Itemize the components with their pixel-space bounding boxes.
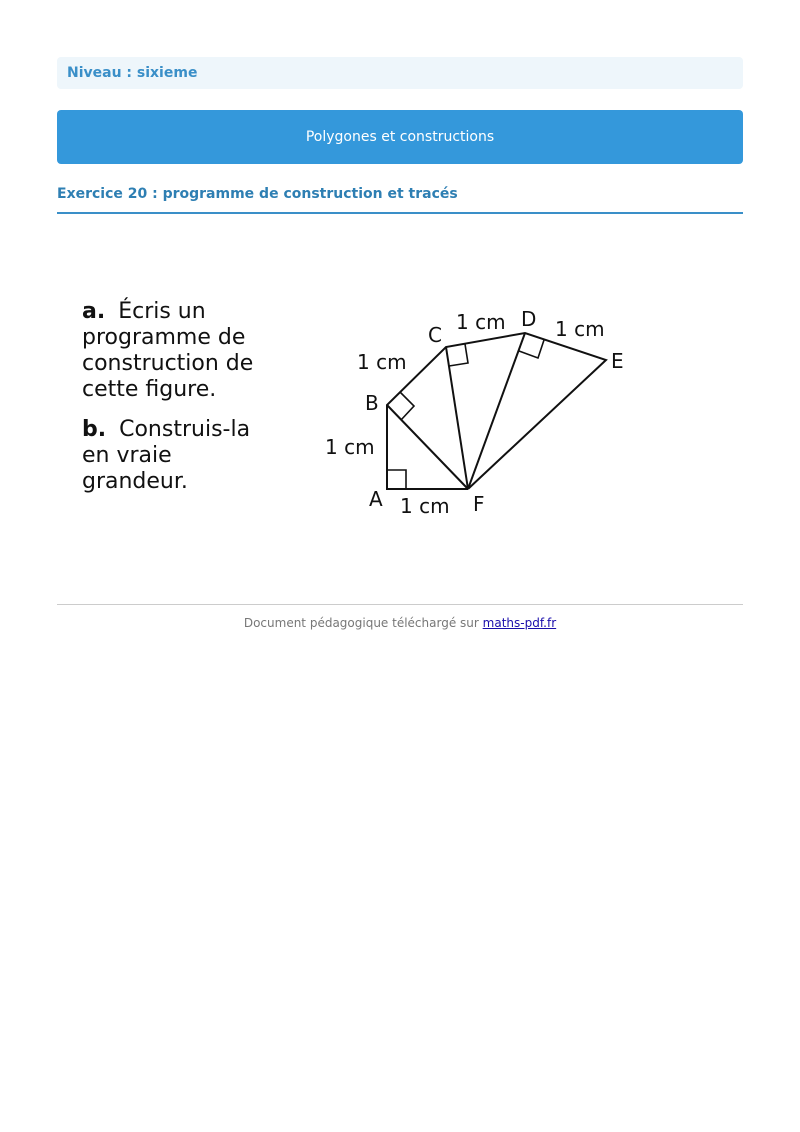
length-label-cd: 1 cm: [456, 310, 506, 334]
footer: [57, 616, 743, 630]
point-label-f: F: [473, 492, 485, 516]
length-label-ab: 1 cm: [325, 435, 375, 459]
question-b-line: en vraie: [82, 443, 172, 468]
footer-text: Document pédagogique téléchargé sur: [243, 616, 479, 630]
question-a-line: programme de: [82, 325, 246, 350]
question-b-line: grandeur.: [82, 469, 188, 494]
segment-df: [468, 333, 525, 489]
question-b: b. Construis-la: [82, 417, 251, 442]
exercise-title: Exercice 20 : programme de construction et tracés: [57, 186, 743, 214]
point-label-c: C: [428, 323, 442, 347]
exercise-figure: [70, 278, 650, 523]
point-label-a: A: [369, 487, 383, 511]
construction-figure: [70, 278, 650, 523]
figure-segments: [387, 333, 606, 489]
question-a: a. Écris un: [82, 299, 206, 324]
length-label-af: 1 cm: [400, 494, 450, 518]
point-label-e: E: [611, 349, 624, 373]
question-a-line: construction de: [82, 351, 254, 376]
length-label-bc: 1 cm: [357, 350, 407, 374]
segment-bf: [387, 405, 468, 489]
page-title: Polygones et constructions: [57, 110, 743, 164]
footer-link[interactable]: maths-pdf.fr: [482, 616, 557, 630]
point-label-b: B: [365, 391, 379, 415]
right-angle-a-icon: [387, 470, 406, 489]
question-a-line: cette figure.: [82, 377, 217, 402]
right-angle-b-icon: [400, 392, 414, 420]
point-label-d: D: [521, 307, 537, 331]
right-angle-d-icon: [519, 340, 544, 358]
right-angle-c-icon: [449, 344, 468, 366]
level-banner: Niveau : sixieme: [57, 57, 743, 89]
footer-divider: [57, 604, 743, 605]
segment-cf: [446, 347, 468, 489]
length-label-de: 1 cm: [555, 317, 605, 341]
